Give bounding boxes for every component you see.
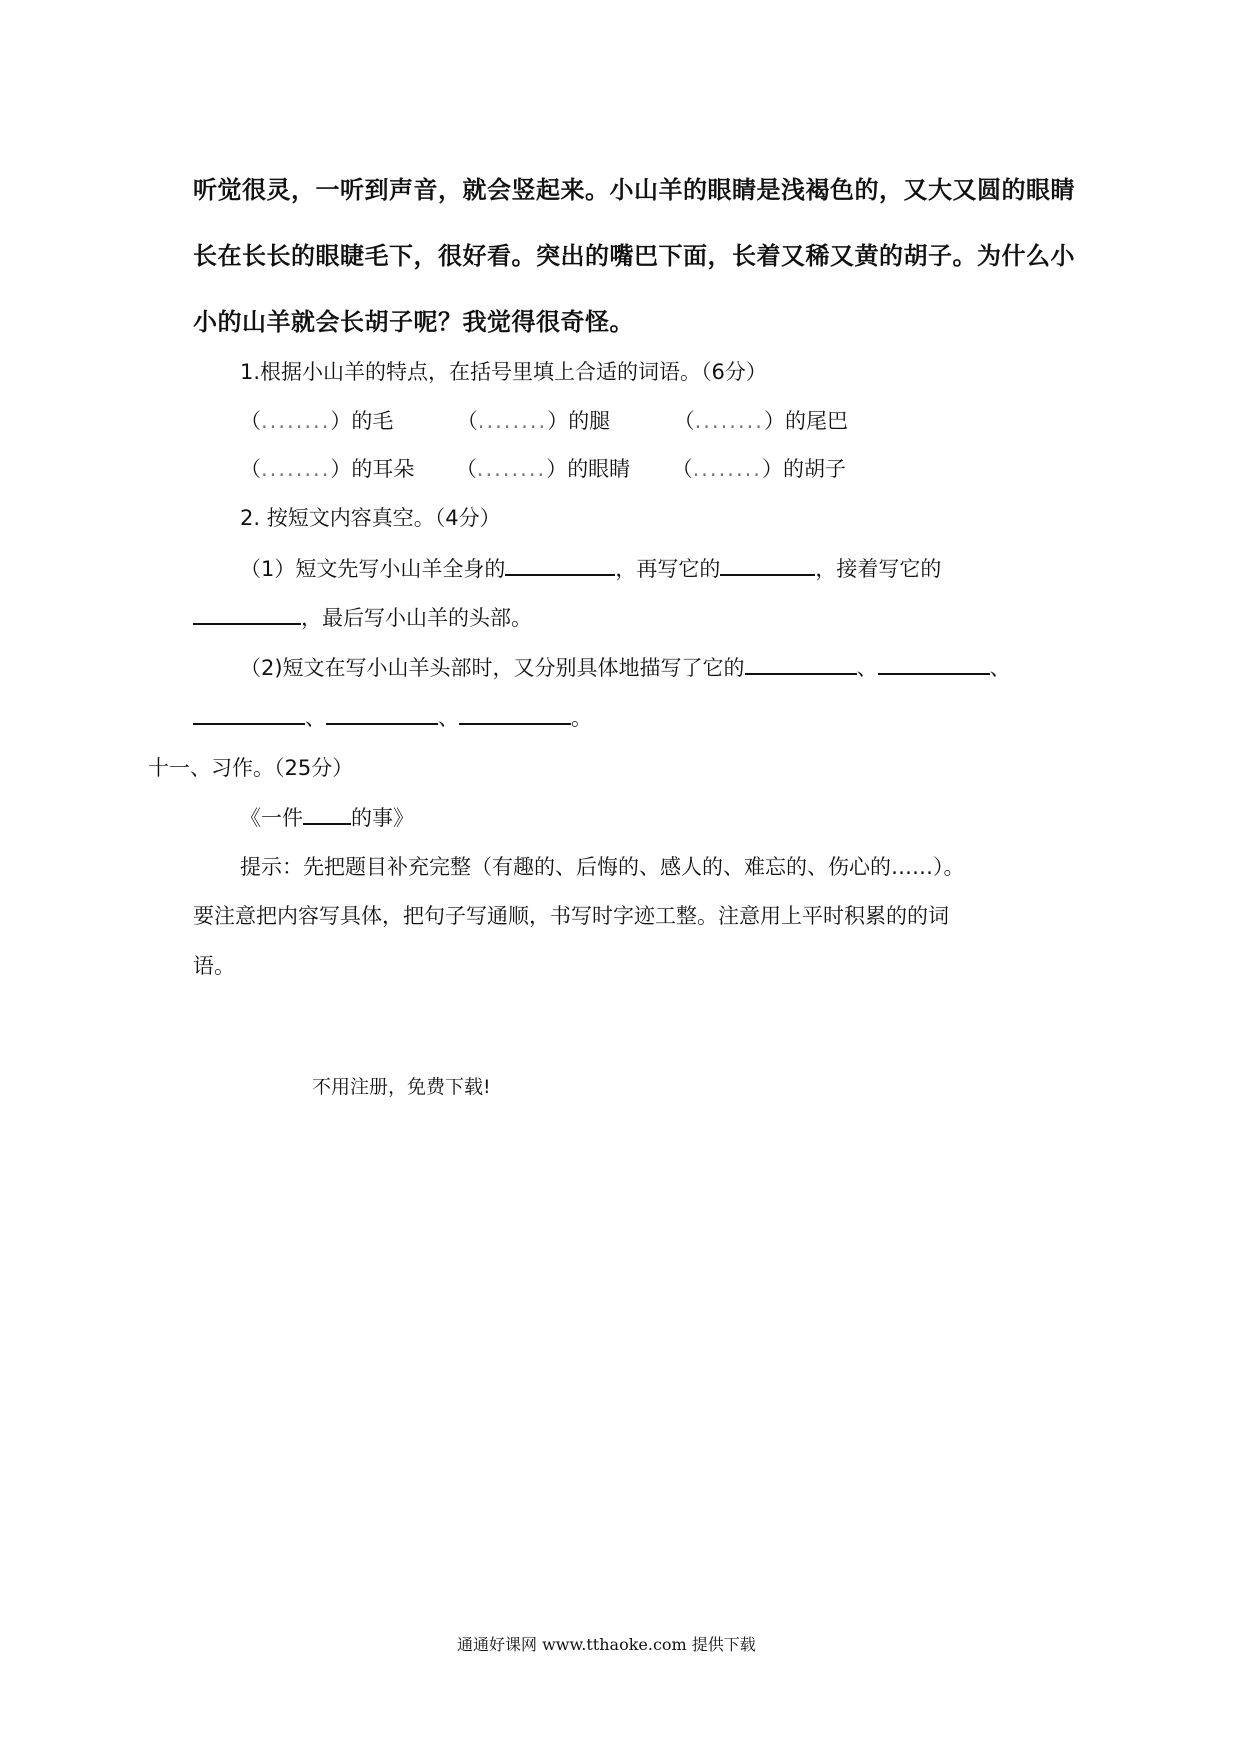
question-2-sentence-1: （1）短文先写小山羊全身的 ，再写它的 ，接着写它的 xyxy=(240,552,941,583)
page-footer: 通通好课网 www.tthaoke.com 提供下载 xyxy=(457,1635,756,1654)
passage-line-2: 长在长长的眼睫毛下，很好看。突出的嘴巴下面，长着又稀又黄的胡子。为什么小 xyxy=(193,242,1075,270)
question-2-sentence-2: （2)短文在写小山羊头部时，又分别具体地描写了它的 、 、 xyxy=(240,651,1011,682)
section-11-heading: 十一、习作。（25分） xyxy=(148,756,354,780)
answer-blank[interactable] xyxy=(326,701,438,725)
blank-label-ears: 的耳朵 xyxy=(351,457,415,481)
fill-blank-6[interactable]: （........） xyxy=(671,457,783,481)
answer-blank[interactable] xyxy=(745,651,857,675)
answer-blank[interactable] xyxy=(193,601,301,625)
question-1-prompt: 1.根据小山羊的特点，在括号里填上合适的词语。（6分） xyxy=(240,360,767,384)
passage-line-3: 小的山羊就会长胡子呢？我觉得很奇怪。 xyxy=(193,308,634,336)
answer-blank[interactable] xyxy=(193,701,305,725)
blank-label-fur: 的毛 xyxy=(351,409,394,433)
fill-blank-4[interactable]: （........） xyxy=(240,457,352,481)
answer-blank[interactable] xyxy=(720,552,815,576)
question-1-row-2 xyxy=(240,453,846,483)
fill-blank-3[interactable]: （........） xyxy=(673,409,785,433)
download-notice: 不用注册，免费下载! xyxy=(312,1076,491,1098)
fill-blank-1[interactable]: （........） xyxy=(240,409,352,433)
blank-label-beard: 的胡子 xyxy=(782,457,846,481)
blank-label-eyes: 的眼睛 xyxy=(567,457,631,481)
question-1-row-1 xyxy=(240,405,848,435)
blank-label-tail: 的尾巴 xyxy=(784,409,848,433)
question-2-sentence-2-cont: 、 、 。 xyxy=(193,701,592,732)
blank-label-legs: 的腿 xyxy=(568,409,611,433)
essay-hint-line-1: 提示：先把题目补充完整（有趣的、后悔的、感人的、难忘的、伤心的……）。 xyxy=(240,855,965,879)
essay-hint-line-3: 语。 xyxy=(193,954,235,978)
essay-hint-line-2: 要注意把内容写具体，把句子写通顺，书写时字迹工整。注意用上平时积累的的词 xyxy=(193,904,949,928)
answer-blank[interactable] xyxy=(878,651,990,675)
answer-blank[interactable] xyxy=(505,552,615,576)
essay-title: 《一件 的事》 xyxy=(240,801,414,832)
answer-blank[interactable] xyxy=(459,701,571,725)
essay-title-blank[interactable] xyxy=(303,801,351,825)
fill-blank-2[interactable]: （........） xyxy=(456,409,569,433)
fill-blank-5[interactable]: （........） xyxy=(455,457,568,481)
passage-line-1: 听觉很灵，一听到声音，就会竖起来。小山羊的眼睛是浅褐色的，又大又圆的眼睛 xyxy=(193,176,1075,204)
question-2-sentence-1-cont: ，最后写小山羊的头部。 xyxy=(193,601,532,632)
question-2-prompt: 2. 按短文内容真空。（4分） xyxy=(240,506,501,530)
